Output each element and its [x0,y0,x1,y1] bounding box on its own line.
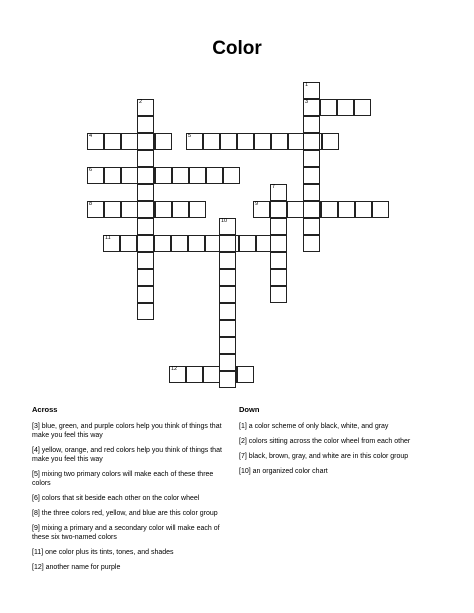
grid-cell[interactable] [137,218,154,235]
grid-cell[interactable] [172,201,189,218]
grid-cell[interactable] [189,167,206,184]
grid-cell-3[interactable] [303,99,320,116]
grid-cell[interactable] [121,167,138,184]
grid-cell[interactable] [303,116,320,133]
grid-cell[interactable] [303,235,320,252]
cell-number: 10 [221,218,228,224]
clue-across-8 [32,509,222,518]
clue-text: blue, green, and purple colors help you think of things that make you feel this way [32,423,222,439]
clue-down-7 [239,452,429,461]
clue-across-12 [32,563,222,572]
grid-cell[interactable] [104,201,121,218]
clue-number: [1] [239,423,247,430]
grid-cell[interactable] [203,133,220,150]
clue-number: [12] [32,564,44,571]
grid-cell[interactable] [219,286,236,303]
grid-cell[interactable] [137,150,154,167]
grid-cell[interactable] [188,235,205,252]
clue-number: [3] [32,423,40,430]
grid-cell[interactable] [137,184,154,201]
clue-text: a color scheme of only black, white, and gray [248,423,389,430]
grid-cell[interactable] [219,235,236,252]
grid-cell[interactable] [321,201,338,218]
grid-cell[interactable] [137,303,154,320]
clue-number: [9] [32,525,40,532]
cell-number: 5 [188,133,192,139]
grid-cell[interactable] [155,167,172,184]
across-clues [32,405,222,578]
grid-cell[interactable] [137,133,154,150]
cell-number: 9 [255,201,259,207]
grid-cell-10[interactable] [219,218,236,235]
clue-number: [5] [32,471,40,478]
grid-cell[interactable] [287,201,304,218]
grid-cell-2[interactable] [137,99,154,116]
grid-cell-11[interactable] [103,235,120,252]
grid-cell[interactable] [303,218,320,235]
grid-cell[interactable] [137,167,154,184]
clue-number: [8] [32,510,40,517]
clue-text: colors sitting across the color wheel from each other [248,438,411,445]
cell-number: 7 [272,184,276,190]
cell-number: 4 [89,133,93,139]
grid-cell[interactable] [219,252,236,269]
grid-cell[interactable] [219,303,236,320]
grid-cell[interactable] [254,133,271,150]
grid-cell[interactable] [206,167,223,184]
grid-cell[interactable] [104,133,121,150]
across-heading: Across [32,405,58,414]
clue-text: yellow, orange, and red colors help you think of things that make you feel this way [32,447,222,463]
clue-across-4 [32,446,222,464]
grid-cell[interactable] [155,201,172,218]
grid-cell-5[interactable] [186,133,203,150]
grid-cell[interactable] [354,99,371,116]
grid-cell[interactable] [270,218,287,235]
puzzle-title: Color [212,38,262,59]
grid-cell[interactable] [121,201,138,218]
down-clues [239,405,429,482]
grid-cell[interactable] [338,201,355,218]
grid-cell[interactable] [172,167,189,184]
grid-cell[interactable] [270,269,287,286]
clue-number: [7] [239,453,247,460]
clue-across-5 [32,470,222,488]
grid-cell[interactable] [223,167,240,184]
grid-cell-6[interactable] [87,167,104,184]
grid-cell[interactable] [271,133,288,150]
clue-down-10 [239,467,429,476]
grid-cell-9[interactable] [253,201,270,218]
clue-number: [11] [32,549,44,556]
grid-cell[interactable] [154,235,171,252]
grid-cell[interactable] [137,286,154,303]
grid-cell[interactable] [270,252,287,269]
clue-number: [4] [32,447,40,454]
grid-cell[interactable] [372,201,389,218]
clue-number: [10] [239,468,251,475]
grid-cell[interactable] [137,116,154,133]
grid-cell[interactable] [171,235,188,252]
cell-number: 8 [89,201,93,207]
grid-cell[interactable] [270,201,287,218]
clue-text: colors that sit beside each other on the color wheel [41,495,200,502]
grid-cell-7[interactable] [270,184,287,201]
clue-down-1 [239,422,429,431]
grid-cell[interactable] [189,201,206,218]
grid-cell[interactable] [137,269,154,286]
clue-across-3 [32,422,222,440]
grid-cell[interactable] [320,99,337,116]
grid-cell[interactable] [270,235,287,252]
cell-number: 3 [305,99,309,105]
grid-cell[interactable] [137,235,154,252]
grid-cell[interactable] [322,133,339,150]
cell-number: 1 [305,82,309,88]
clue-across-6 [32,494,222,503]
grid-cell[interactable] [219,269,236,286]
grid-cell[interactable] [239,235,256,252]
grid-cell[interactable] [355,201,372,218]
grid-cell[interactable] [237,366,254,383]
cell-number: 11 [105,235,111,241]
grid-cell[interactable] [303,201,320,218]
grid-cell[interactable] [155,133,172,150]
clue-text: another name for purple [45,564,121,571]
grid-cell-12[interactable] [169,366,186,383]
grid-cell-4[interactable] [87,133,104,150]
clue-down-2 [239,437,429,446]
down-heading: Down [239,405,260,414]
grid-cell[interactable] [137,201,154,218]
grid-cell[interactable] [219,354,236,371]
grid-cell[interactable] [303,184,320,201]
grid-cell[interactable] [219,337,236,354]
grid-cell[interactable] [137,252,154,269]
clue-text: an organized color chart [252,468,328,475]
grid-cell[interactable] [220,133,237,150]
clue-number: [2] [239,438,247,445]
grid-cell[interactable] [104,167,121,184]
clue-text: black, brown, gray, and white are in this color group [248,453,409,460]
grid-cell[interactable] [203,366,220,383]
cell-number: 2 [139,99,143,105]
grid-cell[interactable] [219,320,236,337]
grid-cell[interactable] [303,133,320,150]
grid-cell[interactable] [303,150,320,167]
grid-cell[interactable] [219,371,236,388]
clue-number: [6] [32,495,40,502]
clue-across-11 [32,548,222,557]
grid-cell[interactable] [237,133,254,150]
grid-cell[interactable] [186,366,203,383]
clue-text: the three colors red, yellow, and blue are this color group [41,510,218,517]
grid-cell[interactable] [337,99,354,116]
cell-number: 12 [171,366,178,372]
grid-cell[interactable] [120,235,137,252]
grid-cell-1[interactable] [303,82,320,99]
grid-cell[interactable] [121,133,138,150]
clue-text: mixing two primary colors will make each of these three colors [32,471,214,487]
grid-cell[interactable] [303,167,320,184]
cell-number: 6 [89,167,93,173]
grid-cell[interactable] [270,286,287,303]
grid-cell-8[interactable] [87,201,104,218]
clue-across-9 [32,524,222,542]
clue-text: mixing a primary and a secondary color will make each of these six two-named colors [32,525,220,541]
clue-text: one color plus its tints, tones, and shades [45,549,174,556]
